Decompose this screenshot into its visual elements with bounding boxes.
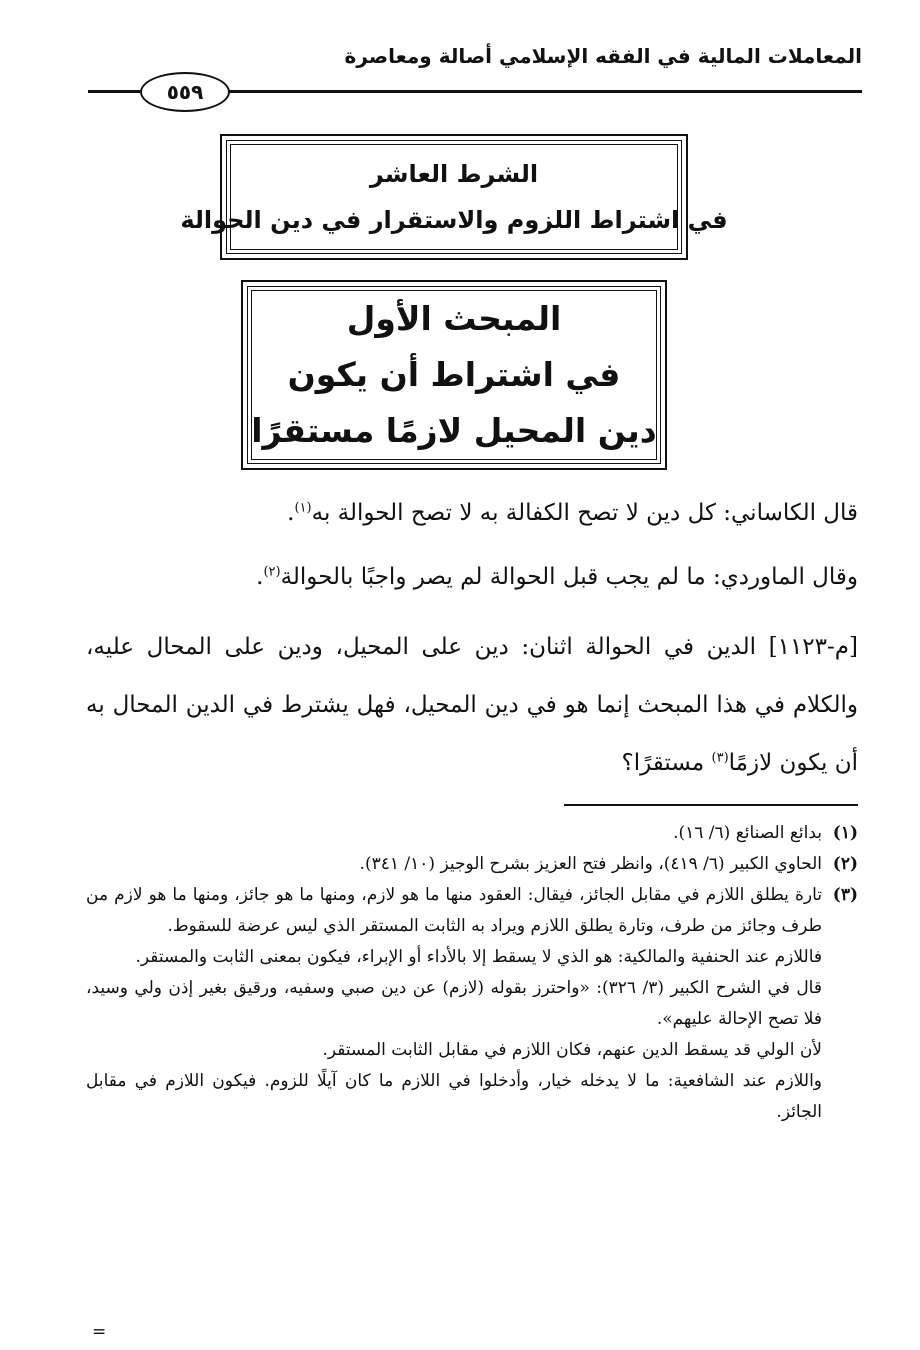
paragraph-end: . <box>256 564 264 590</box>
running-header-title: المعاملات المالية في الفقه الإسلامي أصالة ومعاصرة <box>344 44 862 68</box>
footnote-continuation-paragraph: واللازم عند الشافعية: ما لا يدخله خيار، وأدخلوا في اللازم ما كان آيلًا للزوم. فيكون اللازم في مقابل الجائز. <box>86 1071 822 1122</box>
paragraph-text: وقال الماوردي: ما لم يجب قبل الحوالة لم يصر واجبًا بالحوالة <box>280 564 858 590</box>
continuation-mark: = <box>92 1322 107 1342</box>
section-subtitle-line-2: دين المحيل لازمًا مستقرًا <box>251 411 657 450</box>
footnote-item <box>86 818 858 849</box>
footnote-ref-3: (٣) <box>711 750 729 766</box>
footnote-number: (١) <box>832 823 858 843</box>
footnote-continuation-paragraph: لأن الولي قد يسقط الدين عنهم، فكان اللازم في مقابل الثابت المستقر. <box>322 1040 822 1060</box>
footnote-number: (٢) <box>832 854 858 874</box>
paragraph-text: قال الكاساني: كل دين لا تصح الكفالة به لا تصح الحوالة به <box>311 500 858 526</box>
paragraph-debt-types <box>86 618 858 792</box>
footnote-item <box>86 880 858 942</box>
section-title-box <box>247 286 661 464</box>
page-number: ٥٥٩ <box>140 72 230 112</box>
paragraph-end: . <box>287 500 295 526</box>
section-title: المبحث الأول <box>346 299 562 338</box>
footnote-text: تارة يطلق اللازم في مقابل الجائز، فيقال: العقود منها ما هو لازم، ومنها ما هو جائز، ومنها ما هو لازم من طرف وجائز من طرف، وتارة يطلق اللازم ويراد به الثابت المستقر الذي ليس عرضة للسقوط. <box>86 885 822 936</box>
footnote-text: الحاوي الكبير (٦/ ٤١٩)، وانظر فتح العزيز بشرح الوجيز (١٠/ ٣٤١). <box>359 854 822 874</box>
paragraph-kasani-quote <box>86 484 858 542</box>
footnote-continuation <box>86 942 858 1128</box>
footnote-ref-1: (١) <box>294 500 312 516</box>
condition-title-box <box>180 140 728 254</box>
footnote-number: (٣) <box>832 885 858 905</box>
paragraph-text-end: مستقرًا؟ <box>621 750 712 776</box>
footnote-text: بدائع الصنائع (٦/ ١٦). <box>673 823 822 843</box>
footnotes <box>86 818 858 1128</box>
paragraph-text: [م-١١٢٣] الدين في الحوالة اثنان: دين على المحيل، ودين على المحال عليه، والكلام في هذا المبحث إنما هو في دين المحيل، فهل يشترط في الدين المحال به أن يكون لازمًا <box>86 634 859 776</box>
footnote-continuation-paragraph: فاللازم عند الحنفية والمالكية: هو الذي لا يسقط إلا بالأداء أو الإبراء، فيكون بمعنى الثابت والمستقر. <box>135 947 822 967</box>
paragraph-mawardi-quote <box>86 548 858 606</box>
footnote-ref-2: (٢) <box>263 564 281 580</box>
footnote-item <box>86 849 858 880</box>
footnote-separator <box>564 804 858 806</box>
section-subtitle-line-1: في اشتراط أن يكون <box>287 355 621 394</box>
condition-title: الشرط العاشر <box>369 160 539 188</box>
footnote-continuation-paragraph: قال في الشرح الكبير (٣/ ٣٢٦): «واحترز بقوله (لازم) عن دين صبي وسفيه، ورقيق بغير إذن ولي وسيد، فلا تصح الإحالة عليهم». <box>86 978 822 1029</box>
condition-subtitle: في اشتراط اللزوم والاستقرار في دين الحوالة <box>180 206 728 234</box>
